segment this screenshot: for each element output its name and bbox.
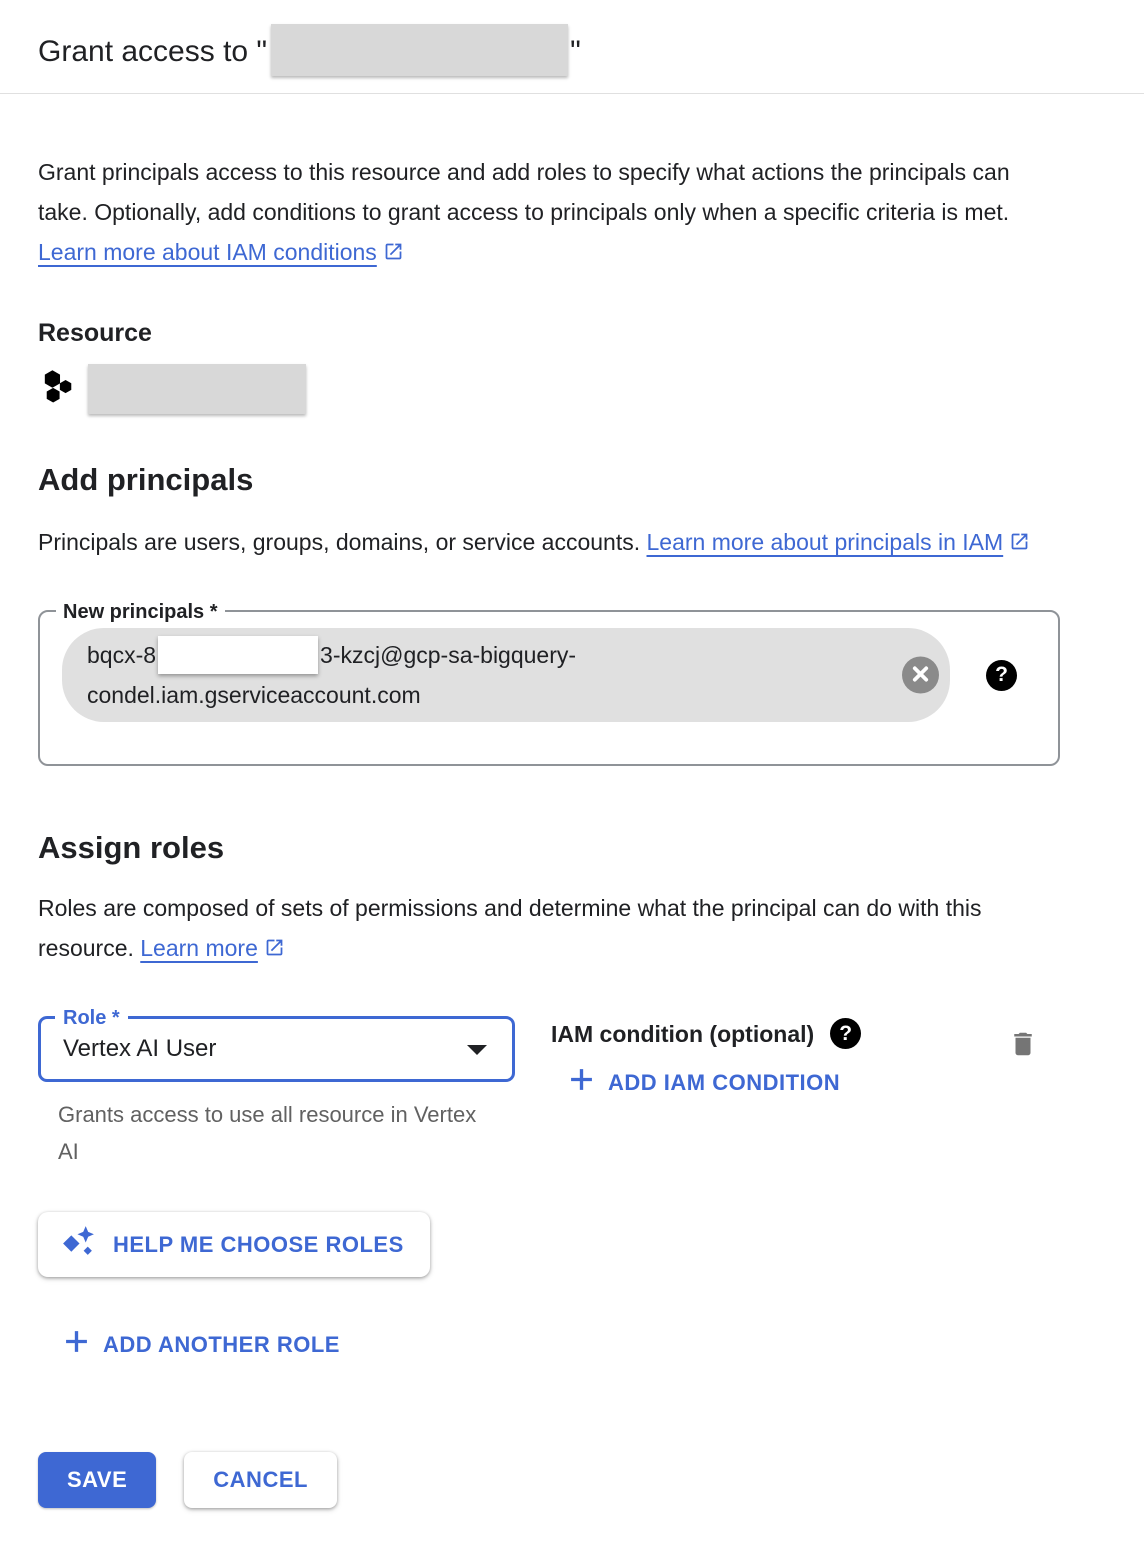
assign-roles-text bbox=[38, 888, 1053, 970]
save-button[interactable]: SAVE bbox=[38, 1452, 156, 1508]
role-value: Vertex AI User bbox=[63, 1035, 217, 1062]
principal-chip bbox=[62, 628, 950, 722]
open-in-new-icon bbox=[1009, 524, 1030, 564]
learn-more-iam-conditions-link[interactable]: Learn more about IAM conditions bbox=[38, 239, 377, 265]
close-icon bbox=[911, 664, 930, 686]
add-principals-heading: Add principals bbox=[38, 462, 254, 497]
role-label: Role * bbox=[55, 1005, 128, 1031]
add-another-role-label: ADD ANOTHER ROLE bbox=[103, 1331, 340, 1357]
iam-condition-column bbox=[551, 1016, 861, 1098]
role-column bbox=[38, 1007, 515, 1170]
intro-text bbox=[38, 152, 1053, 274]
add-principals-text-span: Principals are users, groups, domains, or service accounts. bbox=[38, 529, 647, 555]
plus-icon bbox=[569, 1067, 594, 1098]
page-title bbox=[38, 24, 1106, 82]
cancel-button[interactable]: CANCEL bbox=[184, 1452, 337, 1508]
new-principals-label: New principals * bbox=[56, 599, 225, 625]
assign-roles-heading: Assign roles bbox=[38, 830, 225, 865]
remove-principal-button[interactable] bbox=[902, 657, 939, 694]
dialog-body bbox=[0, 152, 1144, 1508]
assign-roles-text-span: Roles are composed of sets of permissions and determine what the principal can do with this resource. bbox=[38, 895, 982, 961]
redacted-resource-name bbox=[271, 24, 568, 76]
principal-email-prefix: bqcx-8 bbox=[87, 642, 157, 668]
new-principals-row bbox=[62, 628, 1036, 722]
role-row bbox=[38, 1007, 1106, 1170]
add-iam-condition-label: ADD IAM CONDITION bbox=[608, 1069, 841, 1095]
hexagon-cluster-icon bbox=[40, 367, 78, 412]
trash-icon bbox=[1008, 1048, 1038, 1063]
page-title-suffix: " bbox=[570, 34, 581, 68]
redacted-principal-id bbox=[158, 636, 318, 674]
dialog-actions bbox=[38, 1452, 1106, 1508]
add-iam-condition-button[interactable] bbox=[569, 1067, 840, 1098]
principal-email-mid: 3-kzcj@gcp-sa-bigquery- bbox=[320, 642, 577, 668]
iam-condition-label-row bbox=[551, 1018, 861, 1049]
caret-down-icon bbox=[466, 1035, 488, 1063]
add-another-role-button[interactable] bbox=[64, 1329, 340, 1360]
learn-more-principals-link[interactable]: Learn more about principals in IAM bbox=[646, 529, 1004, 555]
resource-heading: Resource bbox=[38, 319, 152, 347]
principal-chip-line1 bbox=[87, 635, 886, 675]
principal-chip-line2: condel.iam.gserviceaccount.com bbox=[87, 682, 421, 708]
role-select[interactable] bbox=[38, 1007, 515, 1082]
help-me-choose-roles-label: HELP ME CHOOSE ROLES bbox=[113, 1231, 404, 1257]
dialog-header bbox=[0, 0, 1144, 94]
role-helper-text: Grants access to use all resource in Vertex AI bbox=[58, 1102, 477, 1164]
delete-role-button[interactable] bbox=[1008, 1028, 1038, 1063]
new-principals-field[interactable] bbox=[38, 601, 1060, 766]
intro-text-span: Grant principals access to this resource and add roles to specify what actions the principals can take. Optionally, add conditions to grant access to principals only when a specific criteria is met. bbox=[38, 159, 1010, 225]
help-me-choose-roles-button[interactable] bbox=[38, 1212, 430, 1277]
plus-icon bbox=[64, 1329, 89, 1360]
iam-condition-help-icon[interactable]: ? bbox=[830, 1018, 861, 1049]
redacted-resource-value bbox=[88, 364, 306, 414]
open-in-new-icon bbox=[264, 930, 285, 970]
page-title-prefix: Grant access to " bbox=[38, 34, 268, 68]
sparkle-icon bbox=[60, 1225, 97, 1264]
principals-help-icon[interactable]: ? bbox=[986, 660, 1017, 691]
learn-more-roles-link[interactable]: Learn more bbox=[140, 935, 258, 961]
add-principals-text bbox=[38, 522, 1053, 564]
resource-row bbox=[38, 364, 1106, 414]
iam-condition-label: IAM condition (optional) bbox=[551, 1020, 815, 1047]
open-in-new-icon bbox=[383, 234, 404, 274]
